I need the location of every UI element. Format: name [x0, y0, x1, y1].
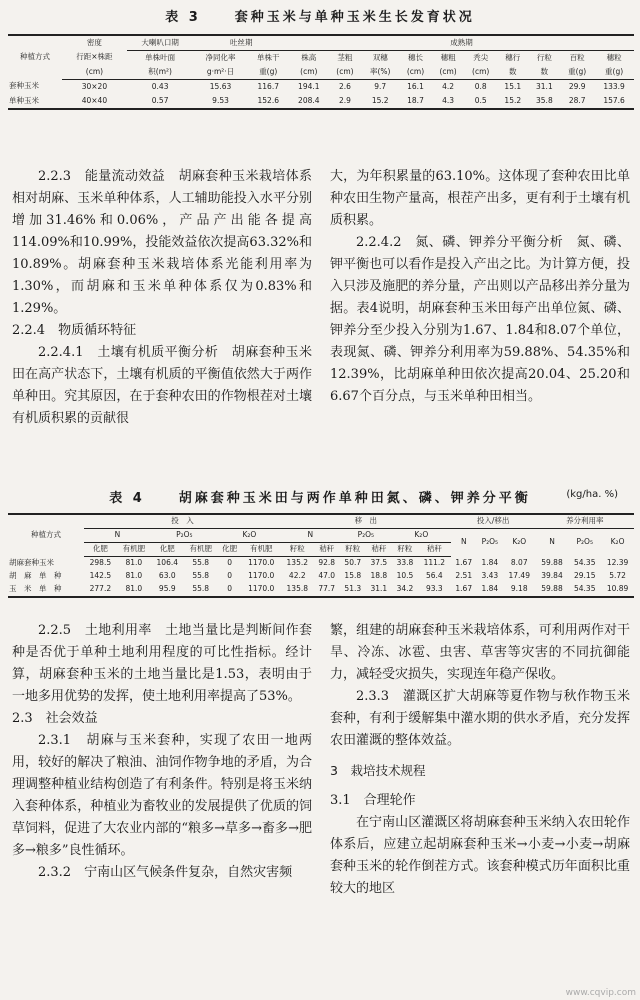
section-heading: 3 栽培技术规程: [330, 763, 426, 778]
table4-cell: 3.43: [481, 571, 499, 581]
right-column-top: [330, 166, 630, 408]
table4-cell: 15.8: [344, 571, 362, 581]
table4-cell: 1.84: [477, 583, 503, 597]
t3-h-method: 种植方式: [8, 35, 62, 80]
table3-cell: 194.1: [298, 81, 320, 91]
table4-cell: 47.0: [318, 571, 336, 581]
table3-cell: 15.2: [497, 94, 529, 109]
table4-cell: 59.88: [541, 557, 563, 567]
table4-cell: 77.7: [314, 583, 340, 597]
t3-group-maturity: 成熟期: [289, 35, 634, 51]
t3-group-silking: 吐丝期: [194, 35, 289, 51]
t4-out-k: K₂O: [392, 529, 451, 543]
table4-cell: 81.0: [117, 583, 151, 597]
paragraph: 在宁南山区灌溉区将胡麻套种玉米纳入农田轮作体系后，应建立起胡麻套种玉米→小麦→小麦→胡麻套种玉米的轮作倒茬方式。该套种模式历年面积比重较大的地区: [330, 815, 630, 896]
t3-h-leaf-1: 单株叶面: [145, 52, 176, 62]
table3-cell: 2.6: [338, 81, 351, 91]
paragraph: 繁，组建的胡麻套种玉米栽培体系，可利用两作对干旱、冷冻、冰雹、虫害、草害等灾害的不同抗御能力，减轻受灾损失，实现连年稳产保收。: [330, 623, 630, 682]
t4-sub-org: 有机肥: [184, 543, 218, 557]
table4-cell: 18.8: [370, 571, 388, 581]
table3-cell: 0.43: [151, 81, 169, 91]
t3-h-hkw-2: 重(g): [560, 65, 594, 80]
t3-h-eardia-2: (cm): [432, 65, 465, 80]
t3-h-rows-1: 穗行: [505, 52, 521, 62]
table4-cell: 33.8: [396, 558, 414, 568]
table4-cell: 29.15: [574, 571, 596, 581]
t3-h-density-1: 密度: [62, 35, 127, 51]
t3-h-kernels-1: 行粒: [536, 52, 552, 62]
table4-cell: 0: [218, 583, 242, 597]
table4-cell: 39.84: [541, 571, 563, 581]
table3-cell: 18.7: [399, 94, 432, 109]
t3-h-double-2: 率(%): [361, 65, 399, 80]
t3-h-nar-2: g·m²·日: [194, 65, 248, 80]
t4-ratio-n: N: [460, 537, 467, 547]
table4-cell: 5.72: [609, 571, 626, 581]
table3-cell: 2.9: [329, 94, 362, 109]
t4-sub-chem: 化肥: [84, 543, 117, 557]
table3-body: [8, 80, 634, 110]
t3-h-rows-2: 数: [497, 65, 529, 80]
table3-row-label: 单种玉米: [8, 94, 62, 109]
t3-h-dry-1: 单株干: [257, 52, 280, 62]
table4-cell: 1.67: [455, 557, 473, 567]
t4-eff-n: N: [549, 537, 555, 547]
table4-cell: 135.8: [281, 583, 314, 597]
table4-cell: 1170.0: [248, 571, 275, 581]
table4-caption: [0, 487, 640, 506]
t3-h-dry-2: 重(g): [248, 65, 289, 80]
table4-cell: 81.0: [125, 571, 143, 581]
table4-body: [8, 557, 634, 598]
t4-in-k: K₂O: [218, 529, 281, 543]
table4-row-label: 胡麻套种玉米: [9, 557, 54, 567]
spacer: [330, 782, 630, 790]
table4-cell: 1170.0: [242, 583, 281, 597]
table4-cell: 0: [227, 571, 233, 581]
table4-cell: 55.8: [184, 583, 218, 597]
table4-cell: 51.3: [340, 583, 366, 597]
t4-eff-k: K₂O: [610, 537, 625, 547]
section-heading: 2.2.4 物质循环特征: [12, 323, 137, 338]
table4-cell: 81.0: [125, 558, 143, 568]
table3-cell: 157.6: [594, 94, 634, 109]
t4-in-p: P₂O₅: [151, 529, 218, 543]
table4-cell: 2.51: [455, 571, 473, 581]
table3-cell: 152.6: [248, 94, 289, 109]
table4-cell: 50.7: [344, 558, 362, 568]
paragraph: 2.2.5 土地利用率 土地当量比是判断间作套种是否优于单种土地利用程度的可比性指标。经计算，胡麻套种玉米的土地当量比是1.53，表明由于一地多用优势的发挥，使土地利用率提高了53%。: [12, 623, 312, 704]
t4-group-ratio: 投入/移出: [451, 514, 536, 529]
paragraph: 2.2.3 能量流动效益 胡麻套种玉米栽培体系相对胡麻、玉米单种体系，人工辅助能投入水平分别增加31.46%和0.06%，产品产出能各提高114.09%和10.99%，投能效益依次提高63.32%和10.89%。胡麻套种玉米栽培体系光能利用率为1.30%，而胡麻和玉米单种体系仅为0.83%和1.29%。: [12, 169, 312, 316]
table3-number: 表 3: [165, 10, 201, 25]
table4-cell: 31.1: [366, 583, 392, 597]
table3-cell: 9.53: [194, 94, 248, 109]
table3-cell: 0.57: [127, 94, 194, 109]
t3-h-earwt-2: 重(g): [594, 65, 634, 80]
table4-cell: 17.49: [508, 571, 530, 581]
t3-h-height-2: (cm): [289, 65, 329, 80]
t4-group-efficiency: 养分利用率: [536, 514, 634, 529]
table3-cell: 4.3: [432, 94, 465, 109]
left-column-bottom: [12, 620, 312, 884]
table4-cell: 10.89: [601, 583, 634, 597]
table3-cell: 40×40: [62, 94, 127, 109]
table3-cell: 35.8: [529, 94, 561, 109]
table3-cell: 15.1: [504, 81, 522, 91]
t3-h-earlen-1: 穗长: [408, 52, 423, 62]
table4-unit: (kg/ha. %): [566, 489, 618, 500]
paragraph: 2.2.4.2 氮、磷、钾养分平衡分析 氮、磷、钾平衡也可以看作是投入产出之比。为计算方便，投入只涉及施肥的养分量，产出则以产品移出养分量为据。表4说明，胡麻套种玉米田每产出单位氮、磷、钾养分至少投入分别为1.67、1.84和8.07个单位，表现氮、磷、钾养分利用率为59.88%、54.35%和12.39%，比胡麻单种田依次提高20.04、25.20和6.67个百分点，与玉米单种田相当。: [330, 235, 630, 404]
table4-cell: 93.3: [418, 583, 451, 597]
table3-row: [8, 80, 634, 95]
table4-cell: 9.18: [503, 583, 536, 597]
t4-out-n: N: [281, 529, 340, 543]
t3-h-density-3: (cm): [62, 65, 127, 80]
t3-h-hkw-1: 百粒: [569, 52, 585, 62]
paragraph: 2.2.4.1 土壤有机质平衡分析 胡麻套种玉米田在高产状态下，土壤有机质的平衡值依然大于两作单种田。究其原因，在于套种农田的作物根茬对土壤有机质积累的贡献很: [12, 345, 312, 426]
table3-row-label: 套种玉米: [9, 81, 39, 91]
t3-h-nar-1: 净同化率: [205, 52, 236, 62]
table4-cell: 277.2: [84, 583, 117, 597]
t4-sub-grain: 籽粒: [281, 543, 314, 557]
t3-h-double-1: 双穗: [372, 52, 388, 62]
table4-cell: 54.35: [574, 557, 596, 567]
table4-cell: 135.2: [286, 558, 309, 568]
paragraph: 2.3.2 宁南山区气候条件复杂，自然灾害频: [38, 865, 293, 880]
table4-cell: 34.2: [392, 583, 418, 597]
t3-h-leaf-2: 积(m²): [127, 65, 194, 80]
t4-sub-chem: 化肥: [151, 543, 184, 557]
t3-group-trumpet: 大喇叭口期: [127, 35, 194, 51]
table4-cell: 37.5: [370, 558, 388, 568]
section-heading: 3.1 合理轮作: [330, 793, 416, 808]
t4-sub-straw: 秸秆: [314, 543, 340, 557]
table4-cell: 42.2: [288, 571, 306, 581]
table4-cell: 56.4: [425, 571, 443, 581]
t4-sub-org: 有机肥: [242, 543, 281, 557]
t3-h-density-2: 行距×株距: [76, 52, 113, 62]
table3-caption: [0, 6, 640, 25]
table4: [8, 513, 634, 598]
table3-cell: 133.9: [603, 81, 625, 91]
table4-row: [8, 583, 634, 597]
table4-cell: 106.4: [156, 558, 179, 568]
t4-sub-grain: 籽粒: [392, 543, 418, 557]
table3-cell: 28.7: [560, 94, 594, 109]
t4-group-output: 移 出: [281, 514, 451, 529]
table4-cell: 55.8: [192, 558, 210, 568]
spacer: [330, 752, 630, 760]
t4-ratio-p: P₂O₅: [481, 537, 499, 547]
t3-h-kernels-2: 数: [529, 65, 561, 80]
t4-h-method: 种植方式: [8, 514, 84, 557]
paragraph: 大，为年积累量的63.10%。这体现了套种农田比单种农田生物产量高，根茬产出多，更有利于土壤有机质积累。: [330, 169, 630, 228]
t4-eff-p: P₂O₅: [576, 537, 593, 547]
paragraph: 2.3.1 胡麻与玉米套种，实现了农田一地两用，较好的解决了粮油、油饲作物争地的矛盾，为合理调整种植业结构创造了有利条件。特别是将玉米纳入套种体系，种植业为畜牧业的发展提供了优质的饲草饲料，促进了大农业内部的“粮多→草多→畜多→肥多→粮多”良性循环。: [12, 733, 312, 858]
table3-cell: 30×20: [81, 81, 108, 91]
table4-title: 胡麻套种玉米田与两作单种田氮、磷、钾养分平衡: [178, 491, 531, 506]
t3-h-stem-2: (cm): [329, 65, 362, 80]
t3-h-stem-1: 茎粗: [337, 52, 353, 62]
table3-cell: 0.5: [464, 94, 497, 109]
table4-row: [8, 570, 634, 583]
table3-cell: 15.63: [209, 81, 232, 91]
table3-cell: 15.2: [361, 94, 399, 109]
table4-cell: 63.0: [158, 571, 176, 581]
table4-number: 表 4: [109, 491, 145, 506]
table3: [8, 34, 634, 110]
left-column-top: [12, 166, 312, 430]
t4-sub-grain: 籽粒: [340, 543, 366, 557]
table4-cell: 54.35: [568, 583, 601, 597]
table4-cell: 142.5: [89, 571, 112, 581]
table3-cell: 29.9: [568, 81, 586, 91]
table4-cell: 95.9: [151, 583, 184, 597]
t3-h-earlen-2: (cm): [399, 65, 432, 80]
t3-h-bald-1: 秃尖: [473, 52, 489, 62]
t4-sub-chem: 化肥: [218, 543, 242, 557]
table3-cell: 208.4: [289, 94, 329, 109]
t3-h-earwt-1: 穗粒: [606, 52, 622, 62]
table4-cell: 1.84: [481, 557, 499, 567]
table4-cell: 1170.0: [248, 558, 275, 568]
t4-group-input: 投 入: [84, 514, 281, 529]
t4-sub-straw: 秸秆: [366, 543, 392, 557]
table4-cell: 1.67: [451, 583, 477, 597]
table3-title: 套种玉米与单种玉米生长发育状况: [234, 10, 475, 25]
t3-h-bald-2: (cm): [464, 65, 497, 80]
table4-cell: 12.39: [606, 557, 629, 567]
table4-cell: 111.2: [423, 558, 446, 568]
t4-sub-straw: 秸秆: [418, 543, 451, 557]
table4-cell: 0: [227, 558, 233, 568]
t4-ratio-k: K₂O: [512, 537, 527, 547]
paragraph: 2.3.3 灌溉区扩大胡麻等夏作物与秋作物玉米套种，有利于缓解集中灌水期的供水矛盾，充分发挥农田灌溉的整体效益。: [330, 689, 630, 748]
t3-h-eardia-1: 穗粗: [440, 52, 456, 62]
t4-out-p: P₂O₅: [340, 529, 392, 543]
table3-cell: 116.7: [257, 81, 279, 91]
table4-cell: 59.88: [536, 583, 569, 597]
table4-row-label: 胡 麻 单 种: [9, 571, 62, 581]
right-column-bottom: [330, 620, 630, 900]
table3-cell: 9.7: [374, 81, 387, 91]
table4-cell: 10.5: [396, 571, 414, 581]
table4-cell: 8.07: [510, 557, 528, 567]
table4-row-label: 玉 米 单 种: [8, 583, 84, 597]
table4-cell: 92.8: [318, 558, 336, 568]
table4-cell: 55.8: [192, 571, 210, 581]
table4-cell: 298.5: [89, 558, 112, 568]
t3-h-height-1: 株高: [301, 52, 317, 62]
table3-cell: 31.1: [536, 81, 553, 91]
table3-cell: 16.1: [407, 81, 424, 91]
t4-sub-org: 有机肥: [117, 543, 151, 557]
table3-cell: 4.2: [442, 81, 455, 91]
t4-in-n: N: [84, 529, 151, 543]
table3-row: [8, 94, 634, 109]
table3-cell: 0.8: [474, 81, 487, 91]
table4-row: [8, 557, 634, 571]
watermark: www.cqvip.com: [565, 988, 636, 998]
section-heading: 2.3 社会效益: [12, 711, 98, 726]
